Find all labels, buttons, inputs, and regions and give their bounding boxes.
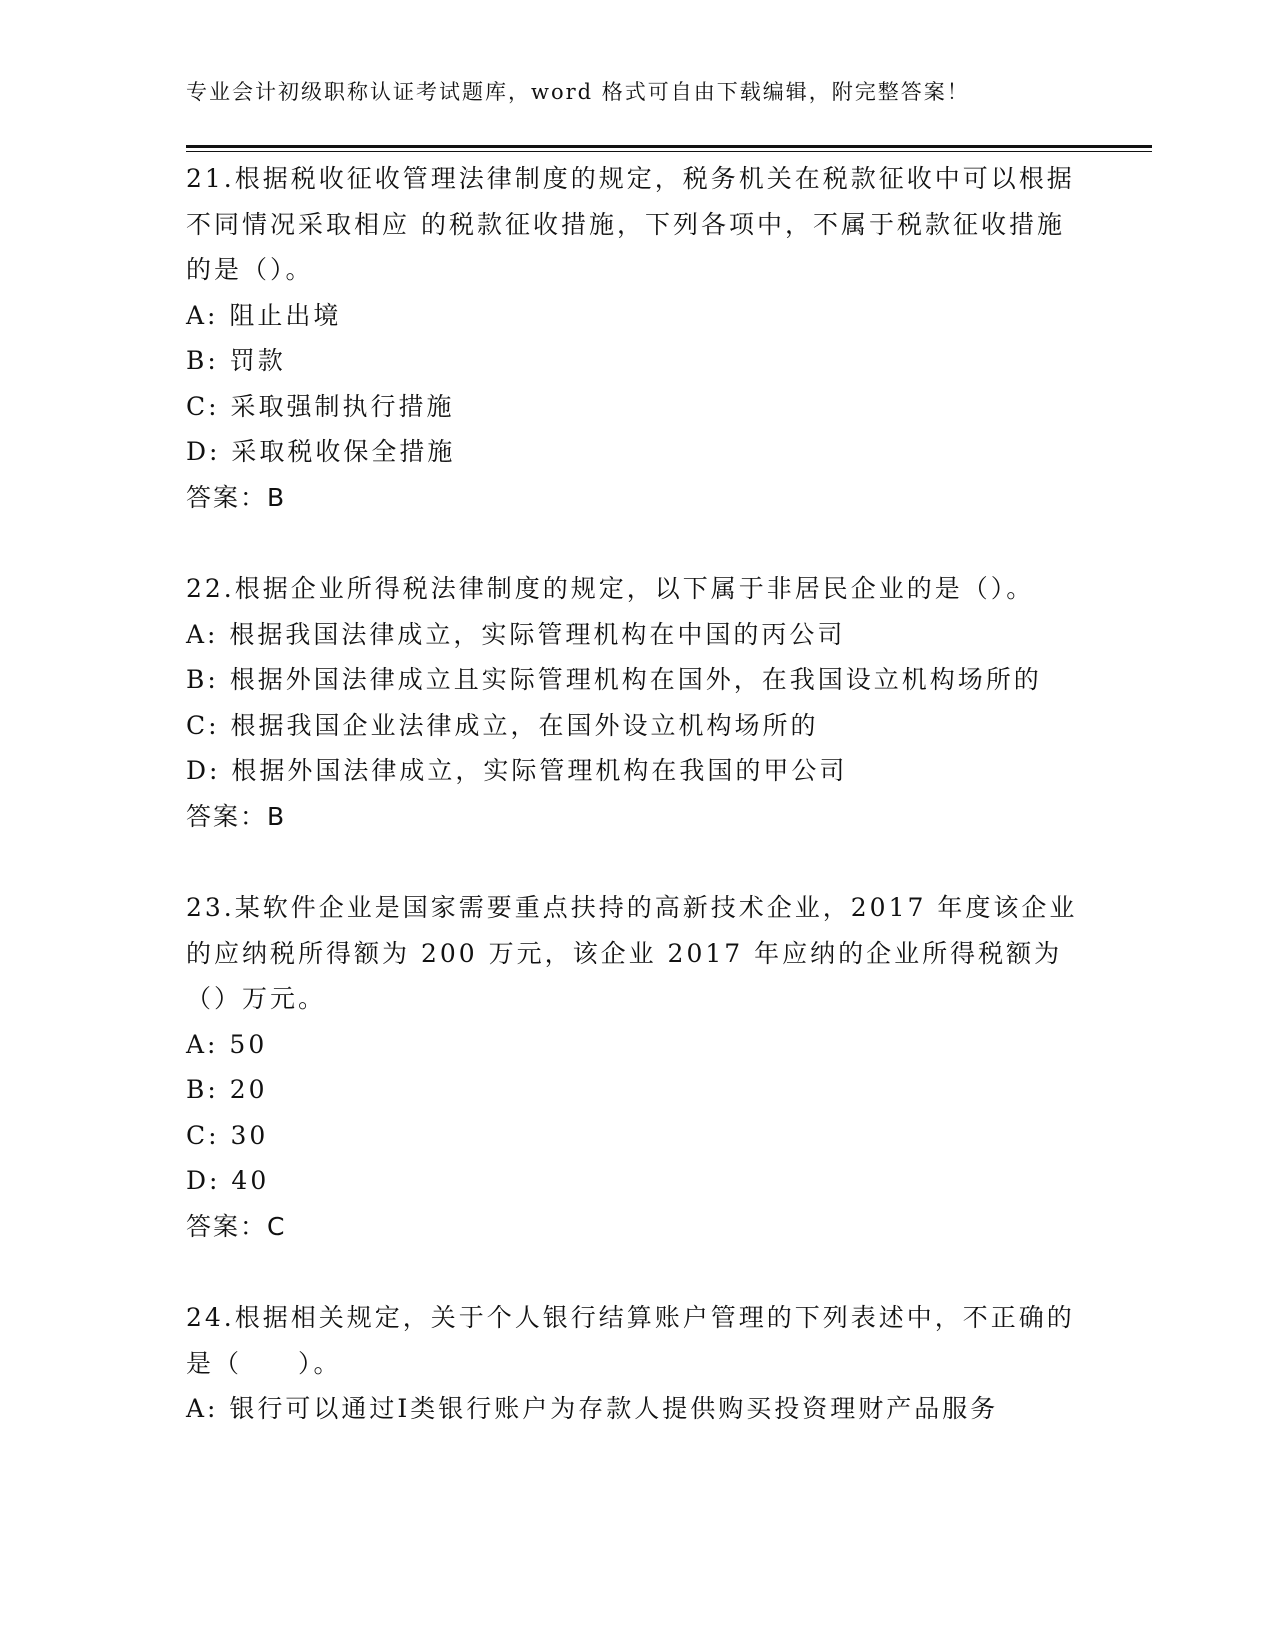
option-b: B: 罚款 bbox=[186, 346, 286, 375]
option-a: A: 银行可以通过Ⅰ类银行账户为存款人提供购买投资理财产品服务 bbox=[186, 1394, 999, 1423]
option-d: D: 40 bbox=[186, 1166, 270, 1195]
spacer bbox=[186, 839, 1086, 885]
option-d: D: 采取税收保全措施 bbox=[186, 437, 456, 466]
answer-line bbox=[186, 475, 1086, 521]
option-b: B: 20 bbox=[186, 1075, 268, 1104]
question-21 bbox=[186, 156, 1086, 520]
option-a: A: 阻止出境 bbox=[186, 300, 342, 330]
answer-label: 答案： bbox=[186, 482, 268, 512]
question-list bbox=[186, 156, 1086, 1432]
question-stem: 22.根据企业所得税法律制度的规定，以下属于非居民企业的是（）。 bbox=[186, 574, 1035, 603]
answer-value: C bbox=[267, 1211, 287, 1241]
question-stem: 21.根据税收征收管理法律制度的规定，税务机关在税款征收中可以根据不同情况采取相应 的税款征收措施，下列各项中，不属于税款征收措施的是（）。 bbox=[186, 164, 1075, 284]
answer-line bbox=[186, 794, 1086, 840]
spacer bbox=[186, 1249, 1086, 1295]
option-a: A: 50 bbox=[186, 1029, 268, 1059]
page-header: 专业会计初级职称认证考试题库，word 格式可自由下载编辑，附完整答案！ bbox=[186, 80, 970, 104]
answer-line bbox=[186, 1204, 1086, 1250]
question-stem: 24.根据相关规定，关于个人银行结算账户管理的下列表述中，不正确的是（ ）。 bbox=[186, 1303, 1075, 1378]
option-c: C: 采取强制执行措施 bbox=[186, 391, 455, 421]
option-c: C: 根据我国企业法律成立，在国外设立机构场所的 bbox=[186, 710, 819, 740]
option-b: B: 根据外国法律成立且实际管理机构在国外，在我国设立机构场所的 bbox=[186, 665, 1042, 694]
header-rule-thick bbox=[186, 145, 1152, 148]
answer-value: B bbox=[267, 482, 287, 512]
question-22 bbox=[186, 566, 1086, 839]
answer-label: 答案： bbox=[186, 801, 268, 831]
option-d: D: 根据外国法律成立，实际管理机构在我国的甲公司 bbox=[186, 756, 848, 785]
question-23 bbox=[186, 885, 1086, 1249]
option-c: C: 30 bbox=[186, 1120, 269, 1150]
header-rule-thin bbox=[186, 151, 1152, 152]
spacer bbox=[186, 520, 1086, 566]
answer-value: B bbox=[267, 801, 287, 831]
question-stem: 23.某软件企业是国家需要重点扶持的高新技术企业，2017 年度该企业的应纳税所得额为 200 万元，该企业 2017 年应纳的企业所得税额为（）万元。 bbox=[186, 893, 1078, 1013]
option-a: A: 根据我国法律成立，实际管理机构在中国的丙公司 bbox=[186, 619, 846, 649]
answer-label: 答案： bbox=[186, 1211, 268, 1241]
question-24 bbox=[186, 1295, 1086, 1432]
